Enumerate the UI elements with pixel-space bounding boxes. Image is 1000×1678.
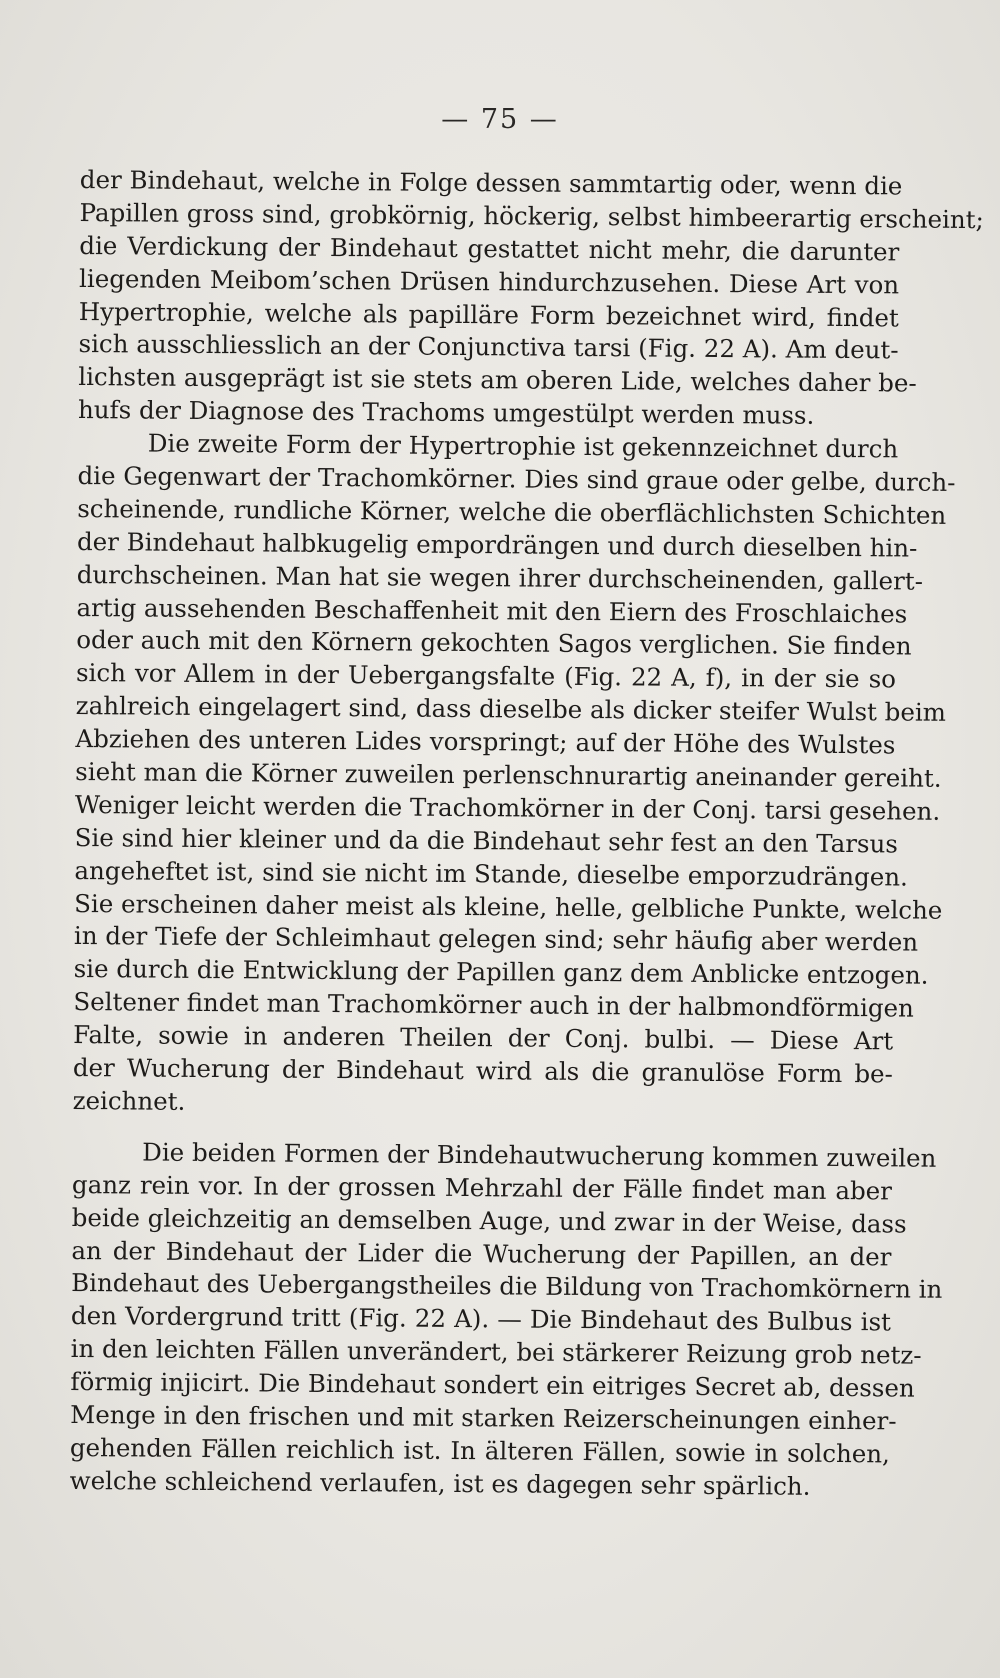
page-number: — 75 — <box>441 104 559 135</box>
text-line: sie durch die Entwicklung der Papillen ganz dem Anblicke entzogen. <box>73 954 929 991</box>
text-line: Sie erscheinen daher meist als kleine, helle, gelbliche Punkte, welche <box>74 888 943 925</box>
text-line: sich vor Allem in der Uebergangsfalte (Fig. 22 A, f), in der sie so <box>75 658 897 694</box>
text-line: Papillen gross sind, grobkörnig, höckerig, selbst himbeerartig erscheint; <box>79 197 984 234</box>
text-line: sieht man die Körner zuweilen perlenschnurartig aneinander gereiht. <box>75 757 942 793</box>
text-line: artig aussehenden Beschaffenheit mit den Eiern des Froschlaiches <box>76 592 908 629</box>
text-line: gehenden Fällen reichlich ist. In älteren Fällen, sowie in solchen, <box>69 1432 891 1469</box>
text-line: oder auch mit den Körnern gekochten Sagos verglichen. Sie finden <box>76 625 912 662</box>
text-line: Hypertrophie, welche als papilläre Form bezeichnet wird, findet <box>78 296 899 332</box>
text-line: Abziehen des unteren Lides vorspringt; auf der Höhe des Wulstes <box>75 724 896 760</box>
text-line: Bindehaut des Uebergangstheiles die Bildung von Trachomkörnern in <box>71 1268 943 1305</box>
text-line: die Gegenwart der Trachomkörner. Dies sind graue oder gelbe, durch- <box>77 461 956 497</box>
paragraph-2 <box>72 427 956 1124</box>
text-line: zeichnet. <box>72 1085 186 1116</box>
text-line: lichsten ausgeprägt ist sie stets am oberen Lide, welches daher be- <box>78 362 917 398</box>
text-line: beide gleichzeitig an demselben Auge, und zwar in der Weise, dass <box>71 1202 907 1239</box>
text-line: Die beiden Formen der Bindehautwucherung kommen zuweilen <box>142 1137 937 1173</box>
text-line: Weniger leicht werden die Trachomkörner in der Conj. tarsi gesehen. <box>74 789 941 826</box>
text-line: welche schleichend verlaufen, ist es dagegen sehr spärlich. <box>69 1465 811 1501</box>
paragraph-3 <box>69 1136 943 1504</box>
body-text <box>69 164 984 1504</box>
text-line: Seltener findet man Trachomkörner auch in der halbmondförmigen <box>73 987 914 1023</box>
text-line: sich ausschliesslich an der Conjunctiva tarsi (Fig. 22 A). Am deut- <box>78 329 899 365</box>
text-line: der Bindehaut halbkugelig empordrängen und durch dieselben hin- <box>76 526 918 563</box>
text-line: den Vordergrund tritt (Fig. 22 A). — Die Bindehaut des Bulbus ist <box>70 1301 892 1337</box>
text-line: die Verdickung der Bindehaut gestattet nicht mehr, die darunter <box>79 230 900 267</box>
text-line: der Bindehaut, welche in Folge dessen sammtartig oder, wenn die <box>79 164 903 201</box>
paragraph-1 <box>77 164 984 434</box>
text-line: Die zweite Form der Hypertrophie ist gekennzeichnet durch <box>147 428 899 464</box>
text-line: liegenden Meibom’schen Drüsen hindurchzusehen. Diese Art von <box>78 263 900 300</box>
text-line: der Wucherung der Bindehaut wird als die granulöse Form be- <box>72 1053 893 1089</box>
text-line: in den leichten Fällen unverändert, bei stärkerer Reizung grob netz- <box>70 1334 922 1370</box>
text-line: scheinende, rundliche Körner, welche die oberflächlichsten Schichten <box>77 493 947 530</box>
text-line: ganz rein vor. In der grossen Mehrzahl der Fälle findet man aber <box>71 1169 893 1206</box>
text-line: zahlreich eingelagert sind, dass dieselbe als dicker steifer Wulst beim <box>75 691 947 728</box>
text-line: förmig injicirt. Die Bindehaut sondert ein eitriges Secret ab, dessen <box>70 1367 915 1403</box>
text-line: an der Bindehaut der Lider die Wucherung der Papillen, an der <box>71 1235 892 1271</box>
text-line: angeheftet ist, sind sie nicht im Stande, dieselbe emporzudrängen. <box>74 855 908 892</box>
text-line: Sie sind hier kleiner und da die Bindehaut sehr fest an den Tarsus <box>74 822 899 859</box>
text-line: Menge in den frischen und mit starken Reizerscheinungen einher- <box>70 1399 897 1436</box>
text-line: hufs der Diagnose des Trachoms umgestülpt werden muss. <box>77 395 815 431</box>
text-line: durchscheinen. Man hat sie wegen ihrer durchscheinenden, gallert- <box>76 559 924 596</box>
text-line: Falte, sowie in anderen Theilen der Conj. bulbi. — Diese Art <box>73 1020 894 1056</box>
text-line: in der Tiefe der Schleimhaut gelegen sind; sehr häufig aber werden <box>73 921 919 958</box>
